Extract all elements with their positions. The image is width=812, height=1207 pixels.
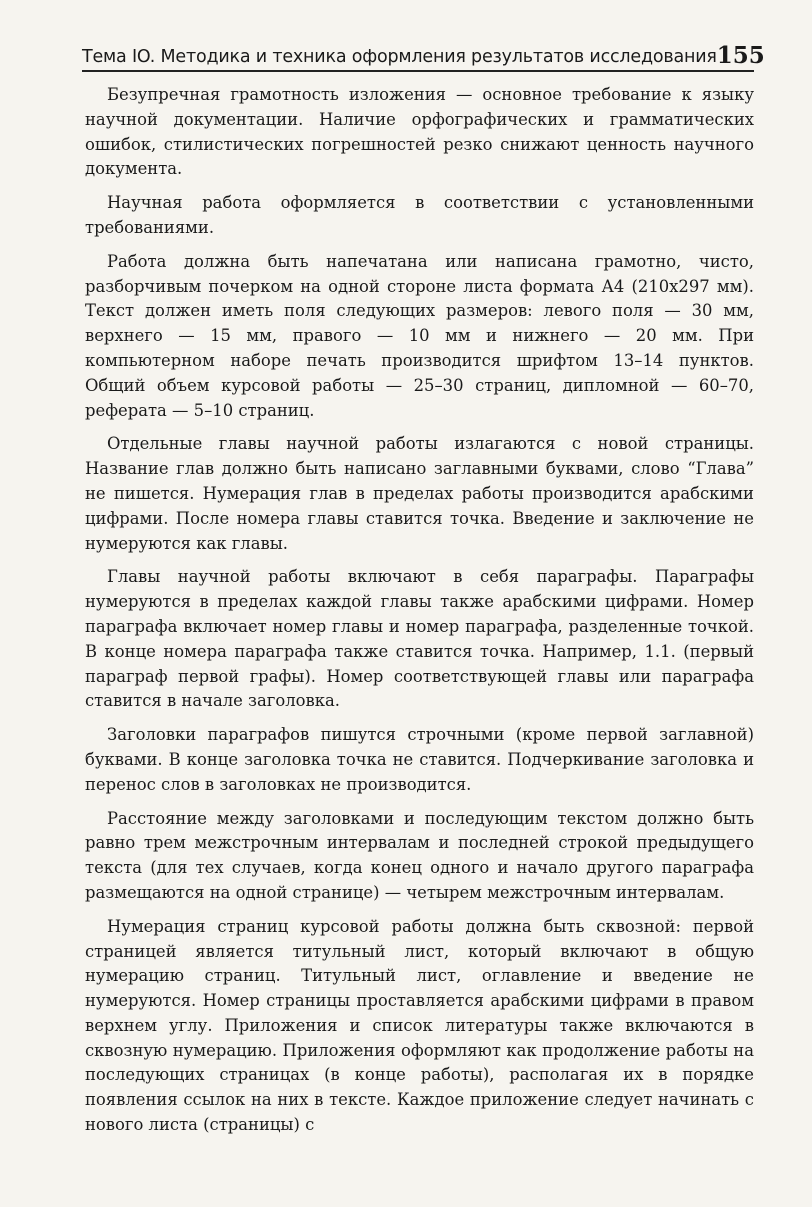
body-text bbox=[85, 83, 754, 1147]
running-header bbox=[82, 40, 765, 72]
paragraph: Научная работа оформляется в соответствии с установленными требованиями. bbox=[85, 193, 754, 237]
paragraph: Отдельные главы научной работы излагаются с новой страницы. Название глав должно быть написано заглавными буквами, слово “Глава” не пишется. Нумерация глав в пределах работы производится арабскими цифрами. После номера главы ставится точка. Введение и заключение не нумеруются как главы. bbox=[85, 434, 754, 553]
paragraph: Главы научной работы включают в себя параграфы. Параграфы нумеруются в пределах каждой главы также арабскими цифрами. Номер параграфа включает номер главы и номер параграфа, разделенные точкой. В конце номера параграфа также ставится точка. Например, 1.1. (первый параграф первой графы). Номер соответствующей главы или параграфа ставится в начале заголовка. bbox=[85, 567, 754, 711]
paragraph: Расстояние между заголовками и последующим текстом должно быть равно трем межстрочным интервалам и последней строкой предыдущего текста (для тех случаев, когда конец одного и начало другого параграфа размещаются на одной странице) — четырем межстрочным интервалам. bbox=[85, 808, 754, 902]
paragraph: Заголовки параграфов пишутся строчными (кроме первой заглавной) буквами. В конце заголовка точка не ставится. Подчеркивание заголовка и перенос слов в заголовках не производится. bbox=[85, 725, 754, 794]
chapter-title: Тема IO. Методика и техника оформления результатов исследования bbox=[82, 46, 717, 67]
paragraph: Безупречная грамотность изложения — основное требование к языку научной документации. Наличие орфографических и грамматических ошибок, стилистических погрешностей резко снижают ценность научного документа. bbox=[85, 85, 754, 179]
page-number: 155 bbox=[716, 42, 765, 69]
paragraph: Работа должна быть напечатана или написана грамотно, чисто, разборчивым почерком на одной стороне листа формата А4 (210х297 мм). Текст должен иметь поля следующих размеров: левого поля — 30 мм, верхнего — 15 мм, правого — 10 мм и нижнего — 20 мм. При компьютерном наборе печать производится шрифтом 13–14 пунктов. Общий объем курсовой работы — 25–30 страниц, дипломной — 60–70, реферата — 5–10 страниц. bbox=[85, 251, 754, 420]
paragraph: Нумерация страниц курсовой работы должна быть сквозной: первой страницей является титульный лист, который включают в общую нумерацию страниц. Титульный лист, оглавление и введение не нумеруются. Номер страницы проставляется арабскими цифрами в правом верхнем углу. Приложения и список литературы также включаются в сквозную нумерацию. Приложения оформляют как продолжение работы на последующих страницах (в конце работы), располагая их в порядке появления ссылок на них в тексте. Каждое приложение следует начинать с нового листа (страницы) с bbox=[85, 916, 754, 1135]
